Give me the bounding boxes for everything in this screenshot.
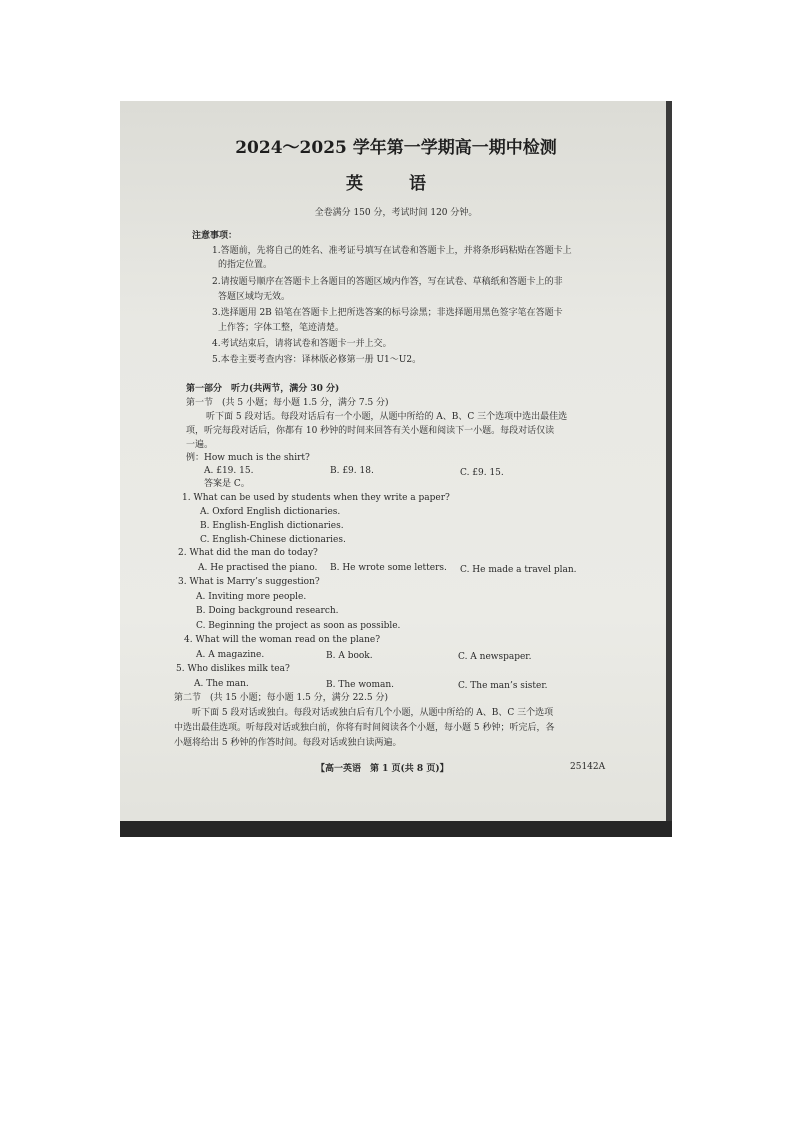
section2-instr: 小题将给出 5 秒钟的作答时间。每段对话或独白读两遍。 (174, 738, 402, 748)
example-question: 例：How much is the shirt? (186, 453, 310, 463)
question-4-option-b: B. A book. (326, 651, 373, 661)
notes-line: 4.考试结束后，请将试卷和答题卡一并上交。 (212, 339, 392, 349)
question-2: 2. What did the man do today? (178, 548, 318, 558)
notes-line: 的指定位置。 (218, 260, 273, 270)
question-5-option-b: B. The woman. (326, 680, 395, 690)
example-option-c: C. £9. 15. (460, 468, 504, 478)
question-1: 1. What can be used by students when they write a paper? (182, 493, 450, 503)
notes-line: 5.本卷主要考查内容：译林版必修第一册 U1～U2。 (212, 355, 422, 365)
notes-heading: 注意事项： (192, 231, 238, 241)
question-1-option-a: A. Oxford English dictionaries. (200, 507, 341, 517)
exam-meta: 全卷满分 150 分，考试时间 120 分钟。 (314, 208, 478, 218)
question-3: 3. What is Marry’s suggestion? (178, 577, 320, 587)
notes-line: 2.请按题号顺序在答题卡上各题目的答题区域内作答，写在试卷、草稿纸和答题卡上的非 (212, 277, 563, 287)
question-4-option-c: C. A newspaper. (458, 652, 532, 662)
part1-heading: 第一部分 听力(共两节，满分 30 分) (186, 384, 340, 394)
section2-heading: 第二节 (共 15 小题；每小题 1.5 分，满分 22.5 分) (174, 693, 388, 703)
section1-instr: 听下面 5 段对话。每段对话后有一个小题，从题中所给的 A、B、C 三个选项中选出最佳选 (206, 412, 568, 422)
question-5: 5. Who dislikes milk tea? (176, 664, 290, 674)
exam-photo (120, 101, 672, 837)
section2-instr: 听下面 5 段对话或独白。每段对话或独白后有几个小题，从题中所给的 A、B、C 三个选项 (192, 708, 554, 718)
question-2-option-a: A. He practised the piano. (198, 563, 318, 573)
question-1-option-b: B. English-English dictionaries. (200, 521, 344, 531)
example-answer: 答案是 C。 (204, 479, 250, 489)
question-4: 4. What will the woman read on the plane? (184, 635, 381, 645)
notes-line: 1.答题前，先将自己的姓名、准考证号填写在试卷和答题卡上，并将条形码粘贴在答题卡上 (212, 246, 572, 256)
question-2-option-c: C. He made a travel plan. (460, 565, 577, 575)
question-3-option-b: B. Doing background research. (196, 606, 339, 616)
page-footer: 【高一英语 第 1 页(共 8 页)】 (316, 764, 449, 774)
photo-edge (120, 821, 672, 837)
question-2-option-b: B. He wrote some letters. (330, 563, 447, 573)
exam-subject: 英 语 (346, 174, 446, 194)
section1-heading: 第一节 (共 5 小题；每小题 1.5 分，满分 7.5 分) (186, 398, 389, 408)
question-4-option-a: A. A magazine. (196, 650, 265, 660)
question-3-option-c: C. Beginning the project as soon as possible. (196, 621, 401, 631)
question-3-option-a: A. Inviting more people. (196, 592, 307, 602)
notes-line: 答题区域均无效。 (218, 292, 291, 302)
notes-line: 3.选择题用 2B 铅笔在答题卡上把所选答案的标号涂黑；非选择题用黑色签字笔在答题卡 (212, 308, 563, 318)
question-1-option-c: C. English-Chinese dictionaries. (200, 535, 346, 545)
question-5-option-c: C. The man’s sister. (458, 681, 548, 691)
notes-line: 上作答；字体工整，笔迹清楚。 (218, 323, 345, 333)
example-option-a: A. £19. 15. (204, 466, 254, 476)
example-option-b: B. £9. 18. (330, 466, 374, 476)
paper-code: 25142A (570, 762, 606, 772)
section2-instr: 中选出最佳选项。听每段对话或独白前，你将有时间阅读各个小题，每小题 5 秒钟；听完后，各 (174, 723, 555, 733)
photo-edge (666, 101, 672, 837)
question-5-option-a: A. The man. (194, 679, 249, 689)
section1-instr: 项，听完每段对话后，你都有 10 秒钟的时间来回答有关小题和阅读下一小题。每段对话仅读 (186, 426, 555, 436)
exam-title: 2024～2025 学年第一学期高一期中检测 (235, 138, 557, 158)
section1-instr: 一遍。 (186, 440, 214, 450)
